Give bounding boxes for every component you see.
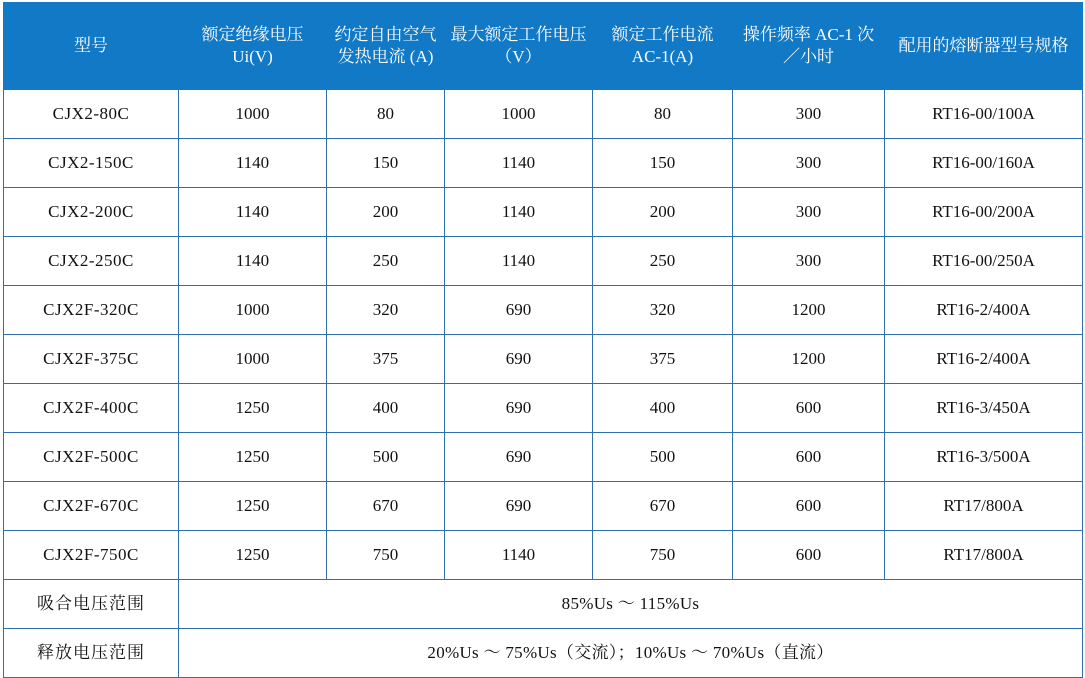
cell-fuse-spec: RT16-00/100A	[885, 90, 1083, 139]
table-row	[4, 433, 1083, 482]
cell-insulation-voltage: 1140	[179, 237, 327, 286]
cell-thermal-current: 250	[327, 237, 445, 286]
cell-operating-frequency: 300	[733, 237, 885, 286]
cell-note-label-pickup-voltage: 吸合电压范围	[4, 580, 179, 629]
cell-operating-current: 500	[593, 433, 733, 482]
table-row	[4, 188, 1083, 237]
cell-operating-current: 400	[593, 384, 733, 433]
cell-thermal-current: 750	[327, 531, 445, 580]
cell-model: CJX2F-375C	[4, 335, 179, 384]
cell-fuse-spec: RT16-00/250A	[885, 237, 1083, 286]
cell-insulation-voltage: 1140	[179, 139, 327, 188]
column-header-fuse-spec: 配用的熔断器型号规格	[885, 3, 1083, 90]
cell-model: CJX2F-500C	[4, 433, 179, 482]
cell-operating-frequency: 1200	[733, 335, 885, 384]
cell-operating-frequency: 300	[733, 139, 885, 188]
cell-insulation-voltage: 1140	[179, 188, 327, 237]
cell-note-value-dropout-voltage: 20%Us ～ 75%Us（交流）；10%Us ～ 70%Us（直流）	[179, 629, 1083, 678]
cell-insulation-voltage: 1000	[179, 90, 327, 139]
cell-insulation-voltage: 1000	[179, 335, 327, 384]
cell-operating-frequency: 300	[733, 188, 885, 237]
cell-insulation-voltage: 1250	[179, 482, 327, 531]
cell-operating-frequency: 600	[733, 433, 885, 482]
cell-fuse-spec: RT17/800A	[885, 482, 1083, 531]
cell-operating-frequency: 300	[733, 90, 885, 139]
table-row	[4, 90, 1083, 139]
cell-max-voltage: 1140	[445, 188, 593, 237]
cell-max-voltage: 1140	[445, 237, 593, 286]
table-row-note	[4, 580, 1083, 629]
cell-thermal-current: 375	[327, 335, 445, 384]
cell-max-voltage: 1000	[445, 90, 593, 139]
cell-insulation-voltage: 1000	[179, 286, 327, 335]
cell-operating-current: 320	[593, 286, 733, 335]
column-header-operating-frequency: 操作频率 AC-1 次／小时	[733, 3, 885, 90]
cell-fuse-spec: RT16-2/400A	[885, 286, 1083, 335]
table-row	[4, 335, 1083, 384]
table-body	[4, 90, 1083, 678]
table-row-note	[4, 629, 1083, 678]
cell-model: CJX2F-750C	[4, 531, 179, 580]
cell-fuse-spec: RT16-3/450A	[885, 384, 1083, 433]
cell-operating-current: 670	[593, 482, 733, 531]
cell-operating-current: 200	[593, 188, 733, 237]
cell-thermal-current: 400	[327, 384, 445, 433]
cell-operating-frequency: 600	[733, 384, 885, 433]
cell-fuse-spec: RT16-2/400A	[885, 335, 1083, 384]
cell-fuse-spec: RT17/800A	[885, 531, 1083, 580]
contactor-spec-table	[3, 2, 1083, 678]
table-header	[4, 3, 1083, 90]
cell-operating-current: 150	[593, 139, 733, 188]
column-header-rated-insulation-voltage: 额定绝缘电压 Ui(V)	[179, 3, 327, 90]
cell-note-value-pickup-voltage: 85%Us ～ 115%Us	[179, 580, 1083, 629]
header-row	[4, 3, 1083, 90]
cell-max-voltage: 690	[445, 384, 593, 433]
cell-insulation-voltage: 1250	[179, 384, 327, 433]
cell-model: CJX2-250C	[4, 237, 179, 286]
cell-operating-current: 750	[593, 531, 733, 580]
table-row	[4, 139, 1083, 188]
table-row	[4, 286, 1083, 335]
cell-thermal-current: 320	[327, 286, 445, 335]
cell-max-voltage: 1140	[445, 531, 593, 580]
cell-model: CJX2F-670C	[4, 482, 179, 531]
cell-operating-current: 250	[593, 237, 733, 286]
cell-max-voltage: 690	[445, 286, 593, 335]
cell-thermal-current: 80	[327, 90, 445, 139]
cell-operating-frequency: 600	[733, 531, 885, 580]
cell-thermal-current: 200	[327, 188, 445, 237]
cell-model: CJX2-80C	[4, 90, 179, 139]
cell-note-label-dropout-voltage: 释放电压范围	[4, 629, 179, 678]
cell-max-voltage: 690	[445, 433, 593, 482]
cell-max-voltage: 690	[445, 482, 593, 531]
cell-operating-frequency: 600	[733, 482, 885, 531]
cell-thermal-current: 500	[327, 433, 445, 482]
column-header-max-operating-voltage: 最大额定工作电压（V）	[445, 3, 593, 90]
column-header-model: 型号	[4, 3, 179, 90]
table-row	[4, 237, 1083, 286]
cell-operating-current: 80	[593, 90, 733, 139]
cell-model: CJX2F-400C	[4, 384, 179, 433]
cell-thermal-current: 670	[327, 482, 445, 531]
cell-insulation-voltage: 1250	[179, 531, 327, 580]
cell-fuse-spec: RT16-00/160A	[885, 139, 1083, 188]
cell-operating-frequency: 1200	[733, 286, 885, 335]
column-header-operating-current: 额定工作电流 AC-1(A)	[593, 3, 733, 90]
spec-table-container	[0, 2, 1085, 678]
cell-fuse-spec: RT16-00/200A	[885, 188, 1083, 237]
column-header-thermal-current: 约定自由空气发热电流 (A)	[327, 3, 445, 90]
cell-model: CJX2-200C	[4, 188, 179, 237]
cell-model: CJX2F-320C	[4, 286, 179, 335]
cell-insulation-voltage: 1250	[179, 433, 327, 482]
table-row	[4, 531, 1083, 580]
cell-thermal-current: 150	[327, 139, 445, 188]
cell-model: CJX2-150C	[4, 139, 179, 188]
cell-operating-current: 375	[593, 335, 733, 384]
cell-max-voltage: 1140	[445, 139, 593, 188]
cell-fuse-spec: RT16-3/500A	[885, 433, 1083, 482]
table-row	[4, 384, 1083, 433]
cell-max-voltage: 690	[445, 335, 593, 384]
table-row	[4, 482, 1083, 531]
